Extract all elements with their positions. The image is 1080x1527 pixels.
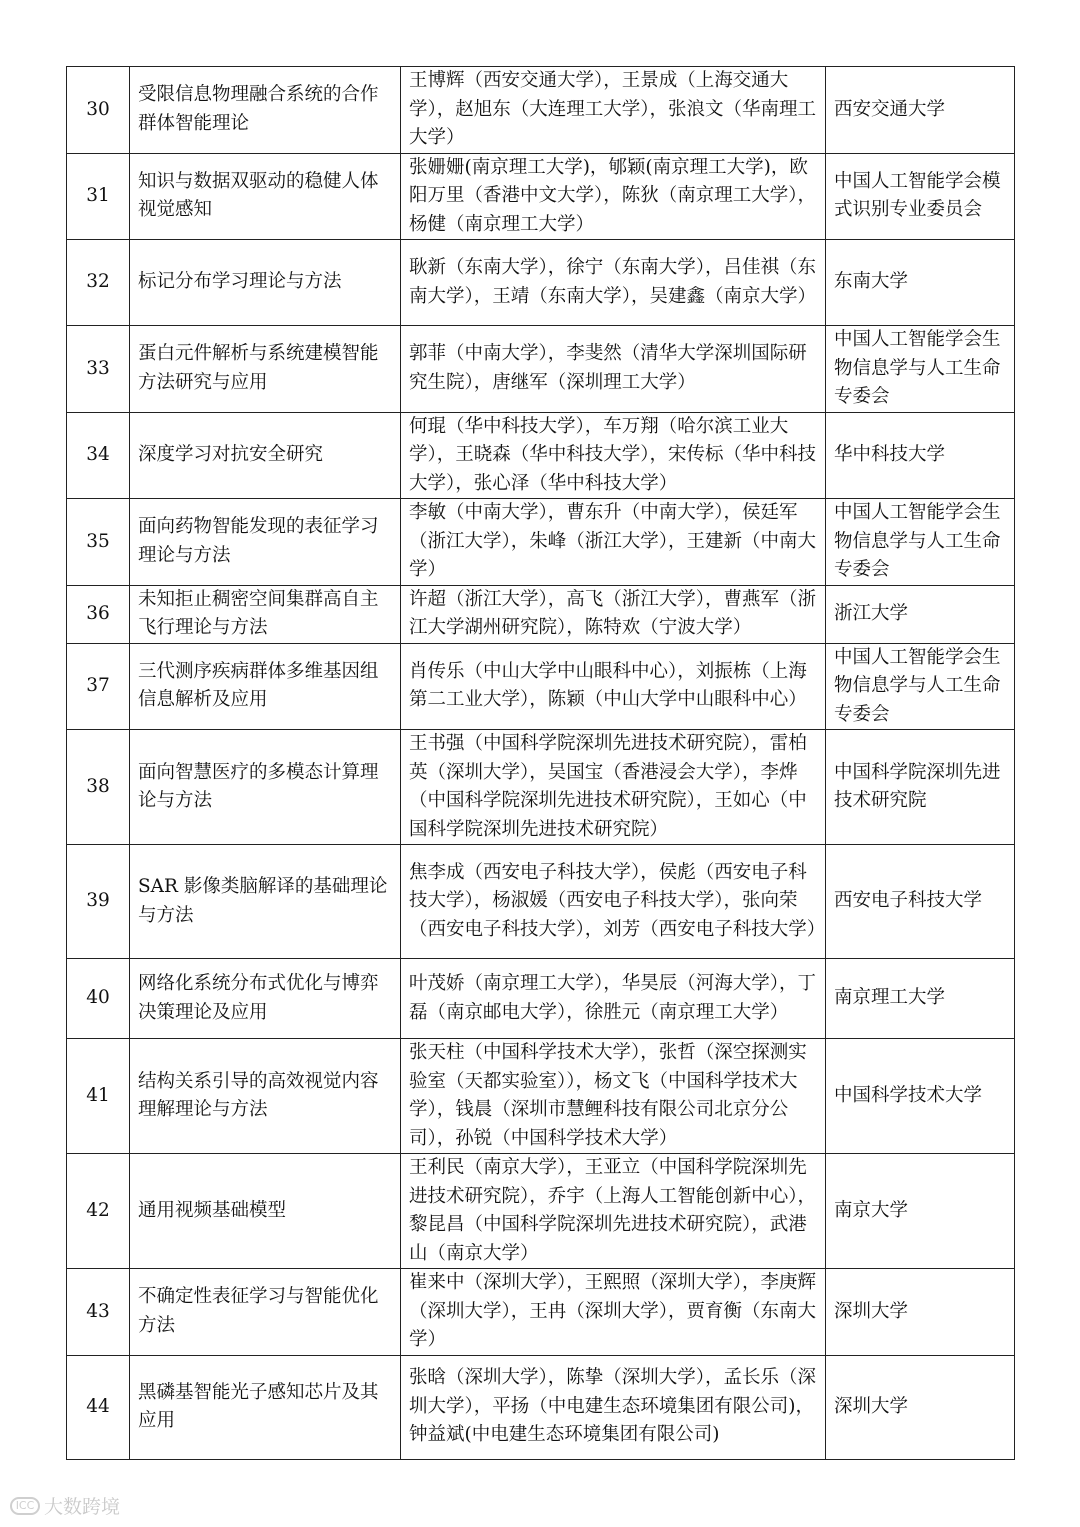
row-number: 34 — [67, 412, 130, 499]
project-title: 结构关系引导的高效视觉内容理解理论与方法 — [130, 1039, 401, 1154]
row-number: 36 — [67, 585, 130, 643]
project-title: 三代测序疾病群体多维基因组信息解析及应用 — [130, 643, 401, 730]
completers: 叶茂娇（南京理工大学），华昊辰（河海大学），丁磊（南京邮电大学），徐胜元（南京理工大学） — [401, 959, 826, 1039]
row-number: 38 — [67, 730, 130, 845]
row-number: 42 — [67, 1154, 130, 1269]
completers: 何琨（华中科技大学），车万翔（哈尔滨工业大学），王晓森（华中科技大学），宋传标（华中科技大学），张心泽（华中科技大学） — [401, 412, 826, 499]
project-title: SAR 影像类脑解译的基础理论与方法 — [130, 845, 401, 959]
nominating-unit: 东南大学 — [826, 240, 1015, 326]
completers: 张天柱（中国科学技术大学），张哲（深空探测实验室（天都实验室）），杨文飞（中国科学技术大学），钱晨（深圳市慧鲤科技有限公司北京分公司），孙锐（中国科学技术大学） — [401, 1039, 826, 1154]
nominating-unit: 南京大学 — [826, 1154, 1015, 1269]
nominating-unit: 西安电子科技大学 — [826, 845, 1015, 959]
row-number: 30 — [67, 67, 130, 154]
nominating-unit: 中国科学院深圳先进技术研究院 — [826, 730, 1015, 845]
project-title: 未知拒止稠密空间集群高自主飞行理论与方法 — [130, 585, 401, 643]
table-body — [67, 67, 1015, 1460]
table-row — [67, 326, 1015, 413]
row-number: 41 — [67, 1039, 130, 1154]
watermark-logo-icon: ICC — [10, 1497, 40, 1515]
nominating-unit: 深圳大学 — [826, 1269, 1015, 1356]
completers: 张晗（深圳大学），陈挚（深圳大学），孟长乐（深圳大学），平扬（中电建生态环境集团有限公司)，钟益斌(中电建生态环境集团有限公司) — [401, 1355, 826, 1459]
table-row — [67, 240, 1015, 326]
completers: 许超（浙江大学），高飞（浙江大学），曹燕军（浙江大学湖州研究院），陈特欢（宁波大学） — [401, 585, 826, 643]
project-title: 深度学习对抗安全研究 — [130, 412, 401, 499]
project-title: 黑磷基智能光子感知芯片及其应用 — [130, 1355, 401, 1459]
project-title: 面向智慧医疗的多模态计算理论与方法 — [130, 730, 401, 845]
table-row — [67, 153, 1015, 240]
row-number: 44 — [67, 1355, 130, 1459]
completers: 李敏（中南大学），曹东升（中南大学），侯廷军（浙江大学），朱峰（浙江大学），王建新（中南大学） — [401, 499, 826, 586]
project-title: 知识与数据双驱动的稳健人体视觉感知 — [130, 153, 401, 240]
nominating-unit: 中国人工智能学会模式识别专业委员会 — [826, 153, 1015, 240]
row-number: 33 — [67, 326, 130, 413]
awards-table — [66, 66, 1015, 1460]
completers: 郭菲（中南大学），李斐然（清华大学深圳国际研究生院），唐继军（深圳理工大学） — [401, 326, 826, 413]
table-row — [67, 1269, 1015, 1356]
row-number: 32 — [67, 240, 130, 326]
row-number: 40 — [67, 959, 130, 1039]
completers: 王书强（中国科学院深圳先进技术研究院），雷柏英（深圳大学），吴国宝（香港浸会大学），李烨（中国科学院深圳先进技术研究院），王如心（中国科学院深圳先进技术研究院） — [401, 730, 826, 845]
project-title: 面向药物智能发现的表征学习理论与方法 — [130, 499, 401, 586]
completers: 肖传乐（中山大学中山眼科中心），刘振栋（上海第二工业大学），陈颖（中山大学中山眼科中心） — [401, 643, 826, 730]
nominating-unit: 南京理工大学 — [826, 959, 1015, 1039]
nominating-unit: 华中科技大学 — [826, 412, 1015, 499]
completers: 王利民（南京大学），王亚立（中国科学院深圳先进技术研究院），乔宇（上海人工智能创新中心），黎昆昌（中国科学院深圳先进技术研究院），武港山（南京大学） — [401, 1154, 826, 1269]
project-title: 网络化系统分布式优化与博弈决策理论及应用 — [130, 959, 401, 1039]
nominating-unit: 中国人工智能学会生物信息学与人工生命专委会 — [826, 326, 1015, 413]
nominating-unit: 深圳大学 — [826, 1355, 1015, 1459]
row-number: 43 — [67, 1269, 130, 1356]
table-row — [67, 67, 1015, 154]
watermark — [10, 1492, 120, 1519]
watermark-text: 大数跨境 — [44, 1496, 121, 1518]
table-row — [67, 845, 1015, 959]
table-row — [67, 412, 1015, 499]
table-row — [67, 959, 1015, 1039]
table-row — [67, 1355, 1015, 1459]
project-title: 不确定性表征学习与智能优化方法 — [130, 1269, 401, 1356]
table-row — [67, 643, 1015, 730]
completers: 王博辉（西安交通大学），王景成（上海交通大学），赵旭东（大连理工大学），张浪文（华南理工大学） — [401, 67, 826, 154]
completers: 焦李成（西安电子科技大学），侯彪（西安电子科技大学），杨淑媛（西安电子科技大学），张向荣（西安电子科技大学），刘芳（西安电子科技大学） — [401, 845, 826, 959]
nominating-unit: 中国人工智能学会生物信息学与人工生命专委会 — [826, 499, 1015, 586]
row-number: 31 — [67, 153, 130, 240]
table-row — [67, 499, 1015, 586]
completers: 张姗姗(南京理工大学)，郇颖(南京理工大学)，欧阳万里（香港中文大学），陈狄（南京理工大学），杨健（南京理工大学） — [401, 153, 826, 240]
nominating-unit: 中国科学技术大学 — [826, 1039, 1015, 1154]
row-number: 39 — [67, 845, 130, 959]
nominating-unit: 浙江大学 — [826, 585, 1015, 643]
project-title: 受限信息物理融合系统的合作群体智能理论 — [130, 67, 401, 154]
table-row — [67, 1154, 1015, 1269]
table-row — [67, 585, 1015, 643]
project-title: 标记分布学习理论与方法 — [130, 240, 401, 326]
table-row — [67, 1039, 1015, 1154]
row-number: 35 — [67, 499, 130, 586]
project-title: 蛋白元件解析与系统建模智能方法研究与应用 — [130, 326, 401, 413]
row-number: 37 — [67, 643, 130, 730]
completers: 崔来中（深圳大学），王熙照（深圳大学），李庚辉（深圳大学），王冉（深圳大学），贾育衡（东南大学） — [401, 1269, 826, 1356]
completers: 耿新（东南大学），徐宁（东南大学），吕佳祺（东南大学），王靖（东南大学），吴建鑫（南京大学） — [401, 240, 826, 326]
project-title: 通用视频基础模型 — [130, 1154, 401, 1269]
nominating-unit: 西安交通大学 — [826, 67, 1015, 154]
table-row — [67, 730, 1015, 845]
nominating-unit: 中国人工智能学会生物信息学与人工生命专委会 — [826, 643, 1015, 730]
